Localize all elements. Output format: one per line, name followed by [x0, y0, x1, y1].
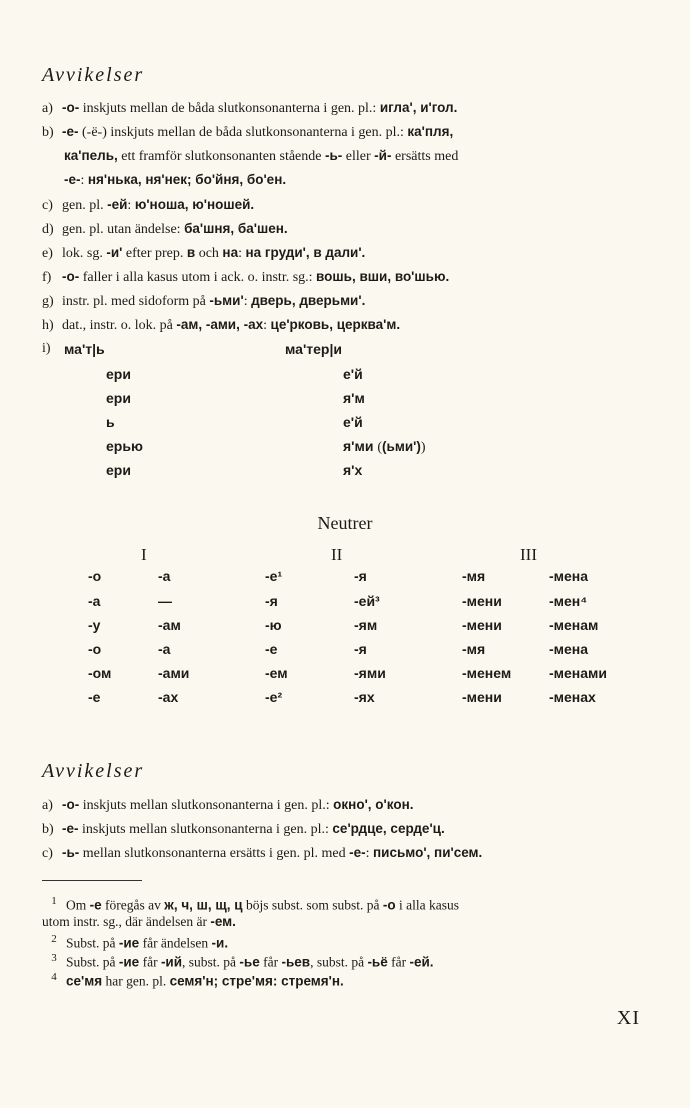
rule-g: g) instr. pl. med sidoform på -ьми': дверь, дверьми'.: [42, 293, 366, 309]
table-cell-r1-c1: —: [158, 593, 172, 609]
paradigm-right-3: е'й: [343, 414, 363, 430]
paradigm-right-1: е'й: [343, 366, 363, 382]
table-cell-r3-c1: -а: [158, 641, 171, 657]
table-cell-r5-c0: -е: [88, 689, 101, 705]
table-cell-r5-c1: -ах: [158, 689, 179, 705]
rule-b-cont-2: -е-: ня'нька, ня'нек; бо'йня, бо'ен.: [64, 172, 287, 188]
footnote-4: 4 се'мя har gen. pl. семя'н; стре'мя: стремя'н.: [51, 971, 344, 989]
paradigm-right-0: ма'тер|и: [285, 341, 343, 357]
table-cell-r1-c0: -а: [88, 593, 101, 609]
declension-roman-2: II: [331, 545, 343, 564]
paradigm-right-4: я'ми ((ьми')): [343, 438, 426, 455]
table-cell-r2-c0: -у: [88, 617, 101, 633]
table-cell-r0-c4: -мя: [462, 568, 486, 584]
declension-roman-1: I: [141, 545, 147, 564]
neuter-rule-c: c) -ь- mellan slutkonsonanterna ersätts i gen. pl. med -е-: письмо', пи'сем.: [42, 845, 483, 861]
table-cell-r0-c1: -а: [158, 568, 171, 584]
rule-a: a) -о- inskjuts mellan de båda slutkonsonanterna i gen. pl.: игла', и'гол.: [42, 100, 458, 116]
table-cell-r3-c4: -мя: [462, 641, 486, 657]
paradigm-left-4: ерью: [106, 438, 143, 454]
table-cell-r1-c5: -мен⁴: [549, 593, 588, 609]
rule-i-label: i): [42, 341, 51, 356]
rule-b: b) -е- (-ё-) inskjuts mellan de båda slutkonsonanterna i gen. pl.: ка'пля,: [42, 124, 454, 140]
neuter-rule-a: a) -о- inskjuts mellan slutkonsonanterna i gen. pl.: окно', о'кон.: [42, 797, 414, 813]
paradigm-left-0: ма'т|ь: [64, 341, 105, 357]
footnote-1-cont: utom instr. sg., där ändelsen är -ем.: [42, 914, 236, 929]
page-number: XI: [616, 1007, 640, 1029]
section-heading-avvikelser: Avvikelser: [42, 64, 145, 86]
table-cell-r1-c2: -я: [265, 593, 278, 609]
table-cell-r5-c4: -мени: [462, 689, 502, 705]
paradigm-left-2: ери: [106, 390, 131, 406]
table-cell-r1-c3: -ей³: [354, 593, 380, 609]
table-cell-r3-c3: -я: [354, 641, 367, 657]
table-cell-r4-c2: -ем: [265, 665, 288, 681]
paradigm-left-3: ь: [106, 414, 115, 430]
rule-b-cont-1: ка'пель, ett framför slutkonsonanten stående -ь- eller -й- ersätts med: [64, 148, 459, 164]
neutrer-title: Neutrer: [317, 513, 373, 533]
neuter-rule-b: b) -е- inskjuts mellan slutkonsonanterna i gen. pl.: се'рдце, серде'ц.: [42, 821, 445, 837]
table-cell-r4-c1: -ами: [158, 665, 190, 681]
table-cell-r2-c2: -ю: [265, 617, 282, 633]
table-cell-r3-c5: -мена: [549, 641, 589, 657]
rule-e: e) lok. sg. -и' efter prep. в och на: на груди', в дали'.: [42, 245, 366, 261]
paradigm-right-5: я'х: [343, 462, 363, 478]
paradigm-right-2: я'м: [343, 390, 365, 406]
table-cell-r1-c4: -мени: [462, 593, 502, 609]
table-cell-r2-c4: -мени: [462, 617, 502, 633]
table-cell-r3-c2: -е: [265, 641, 278, 657]
footnote-1: 1 Om -е föregås av ж, ч, ш, щ, ц böjs subst. som subst. på -о i alla kasus: [51, 895, 460, 913]
table-cell-r5-c3: -ях: [354, 689, 375, 705]
footnote-divider: [42, 880, 142, 881]
table-cell-r4-c3: -ями: [354, 665, 386, 681]
table-cell-r0-c3: -я: [354, 568, 367, 584]
table-cell-r0-c2: -е¹: [265, 568, 283, 584]
declension-roman-3: III: [520, 545, 537, 564]
rule-d: d) gen. pl. utan ändelse: ба'шня, ба'шен.: [42, 221, 288, 237]
table-cell-r5-c2: -е²: [265, 689, 283, 705]
table-cell-r2-c3: -ям: [354, 617, 378, 633]
paradigm-left-5: ери: [106, 462, 131, 478]
rule-c: c) gen. pl. -ей: ю'ноша, ю'ношей.: [42, 197, 255, 213]
table-cell-r4-c4: -менем: [462, 665, 512, 681]
rule-h: h) dat., instr. o. lok. på -ам, -ами, -ах: це'рковь, церква'м.: [42, 317, 401, 333]
table-cell-r5-c5: -менах: [549, 689, 596, 705]
table-cell-r0-c5: -мена: [549, 568, 589, 584]
footnote-3: 3 Subst. på -ие får -ий, subst. på -ье får -ьев, subst. på -ьё får -ей.: [51, 952, 434, 970]
table-cell-r3-c0: -о: [88, 641, 102, 657]
rule-f: f) -о- faller i alla kasus utom i ack. o. instr. sg.: вошь, вши, во'шью.: [42, 269, 450, 285]
table-cell-r0-c0: -о: [88, 568, 102, 584]
footnote-2: 2 Subst. på -ие får ändelsen -и.: [51, 933, 229, 951]
table-cell-r4-c5: -менами: [549, 665, 608, 681]
section-heading-avvikelser-2: Avvikelser: [42, 760, 145, 782]
table-cell-r4-c0: -ом: [88, 665, 112, 681]
paradigm-note: (ьми'): [382, 439, 421, 454]
paradigm-left-1: ери: [106, 366, 131, 382]
table-cell-r2-c1: -ам: [158, 617, 181, 633]
table-cell-r2-c5: -менам: [549, 617, 599, 633]
